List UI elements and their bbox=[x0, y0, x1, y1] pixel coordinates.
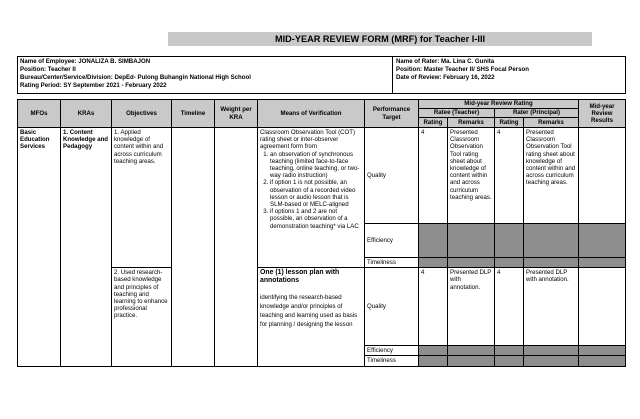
shaded-cell bbox=[495, 258, 524, 268]
review-date: Date of Review: February 16, 2022 bbox=[396, 73, 495, 81]
rater-rating: 4 bbox=[495, 128, 524, 224]
info-divider bbox=[392, 57, 393, 93]
means-body: identifying the research-based knowledge and/or principles of teaching and learning used as basis for planning / designing the lesson bbox=[260, 294, 358, 329]
rater-position: Position: Master Teacher II/ SHS Focal Person bbox=[396, 65, 529, 73]
header-mfos: MFOs bbox=[18, 100, 61, 128]
means-intro: Classroom Observation Tool (COT) rating sheet or inter-observer agreement form from bbox=[260, 129, 356, 151]
shaded-cell bbox=[495, 346, 524, 356]
list-item: 1. an observation of synchronous teaching (limited face-to-face teaching, online teaching, or two-way radio instruction) bbox=[270, 151, 362, 180]
means-list bbox=[260, 151, 362, 230]
shaded-cell bbox=[448, 356, 495, 366]
weight-cell bbox=[215, 128, 258, 367]
list-item: 2. if option 1 is not possible, an observation of a recorded video lesson or audio lesson that is SLM-based or MELC-aligned bbox=[270, 179, 362, 208]
target-timeliness: Timeliness bbox=[365, 356, 419, 366]
rater-info bbox=[396, 58, 529, 82]
rater-name: Name of Rater: Ma. Lina C. Gunita bbox=[396, 58, 495, 65]
shaded-cell bbox=[495, 224, 524, 258]
objective-cell: 2. Used research-based knowledge and principles of teaching and learning to enhance professional practice. bbox=[112, 268, 172, 366]
shaded-cell bbox=[419, 346, 448, 356]
shaded-cell bbox=[419, 224, 448, 258]
list-item: 3. if options 1 and 2 are not possible, an observation of a demonstration teaching* via LAC bbox=[270, 208, 362, 230]
header-ratee-remarks: Remarks bbox=[448, 118, 495, 128]
results-cell bbox=[579, 128, 626, 224]
ratee-remarks: Presented DLP with annotation. bbox=[448, 268, 495, 346]
shaded-cell bbox=[448, 224, 495, 258]
form-title: MID-YEAR REVIEW FORM (MRF) for Teacher I-III bbox=[168, 32, 592, 46]
employee-position: Position: Teacher II bbox=[20, 65, 76, 73]
shaded-cell bbox=[448, 346, 495, 356]
employee-info bbox=[20, 58, 251, 90]
header-timeline: Timeline bbox=[172, 100, 215, 128]
header-rater-remarks: Remarks bbox=[524, 118, 579, 128]
shaded-cell bbox=[579, 224, 626, 258]
header-kras: KRAs bbox=[61, 100, 112, 128]
review-table bbox=[17, 99, 626, 367]
header-midyear-rating: Mid-year Review Rating bbox=[419, 100, 579, 109]
target-efficiency: Efficiency bbox=[365, 346, 419, 356]
means-cell bbox=[258, 268, 365, 366]
header-results: Mid-year Review Results bbox=[579, 100, 626, 128]
header-ratee-rating: Rating bbox=[419, 118, 448, 128]
rater-rating: 4 bbox=[495, 268, 524, 346]
objective-cell: 1. Applied knowledge of content within and across curriculum teaching areas. bbox=[112, 128, 172, 268]
target-timeliness: Timeliness bbox=[365, 258, 419, 268]
timeline-cell bbox=[172, 128, 215, 367]
shaded-cell bbox=[579, 346, 626, 356]
shaded-cell bbox=[579, 356, 626, 366]
mfo-cell: Basic Education Services bbox=[18, 128, 61, 367]
rater-remarks: Presented Classroom Observation Tool rating sheet about knowledge of content within and across curriculum teaching areas. bbox=[524, 128, 579, 224]
header-ratee: Ratee (Teacher) bbox=[419, 109, 495, 118]
ratee-rating: 4 bbox=[419, 268, 448, 346]
rating-period: Rating Period: SY September 2021 - February 2022 bbox=[20, 81, 167, 89]
target-quality: Quality bbox=[365, 268, 419, 346]
header-rater: Rater (Principal) bbox=[495, 109, 579, 118]
header-performance-target: Performance Target bbox=[365, 100, 419, 128]
shaded-cell bbox=[495, 356, 524, 366]
shaded-cell bbox=[419, 258, 448, 268]
employee-info-box bbox=[17, 56, 626, 94]
ratee-remarks: Presented Classroom Observation Tool rating sheet about knowledge of content within and across curriculum teaching areas. bbox=[448, 128, 495, 224]
table-row bbox=[18, 128, 626, 224]
means-cell bbox=[258, 128, 365, 268]
results-cell bbox=[579, 268, 626, 346]
shaded-cell bbox=[448, 258, 495, 268]
employee-bureau: Bureau/Center/Service/Division: DepEd- Pulong Buhangin National High School bbox=[20, 73, 251, 81]
header-objectives: Objectives bbox=[112, 100, 172, 128]
employee-name: Name of Employee: JONALIZA B. SIMBAJON bbox=[20, 58, 151, 65]
shaded-cell bbox=[419, 356, 448, 366]
target-efficiency: Efficiency bbox=[365, 224, 419, 258]
shaded-cell bbox=[524, 346, 579, 356]
rater-remarks: Presented DLP with annotation. bbox=[524, 268, 579, 346]
target-quality: Quality bbox=[365, 128, 419, 224]
shaded-cell bbox=[579, 258, 626, 268]
ratee-rating: 4 bbox=[419, 128, 448, 224]
shaded-cell bbox=[524, 258, 579, 268]
kra-cell: 1. Content Knowledge and Pedagogy bbox=[61, 128, 112, 367]
means-title: One (1) lesson plan with annotations bbox=[260, 269, 340, 285]
shaded-cell bbox=[524, 356, 579, 366]
header-weight: Weight per KRA bbox=[215, 100, 258, 128]
shaded-cell bbox=[524, 224, 579, 258]
header-rater-rating: Rating bbox=[495, 118, 524, 128]
header-means: Means of Verification bbox=[258, 100, 365, 128]
